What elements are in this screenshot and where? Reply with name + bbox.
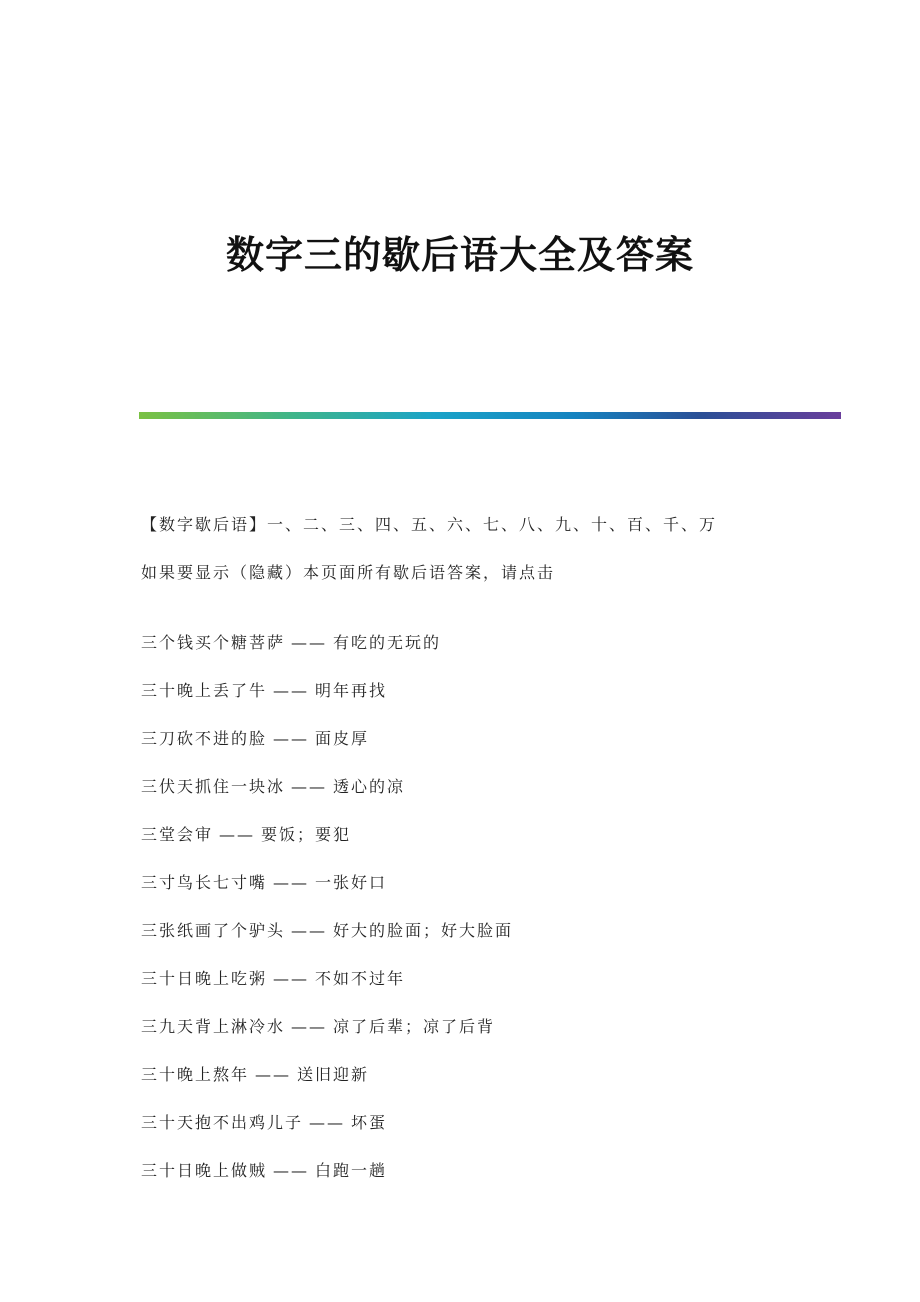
answer-text: 面皮厚 [315, 729, 370, 748]
list-item [141, 724, 841, 754]
answer-text: 明年再找 [315, 681, 388, 700]
answer-text: 白跑一趟 [315, 1161, 388, 1180]
list-item [141, 1012, 841, 1042]
list-item [141, 820, 841, 850]
answer-text: 透心的凉 [333, 777, 406, 796]
list-item [141, 916, 841, 946]
separator: —— [309, 1113, 346, 1132]
answer-text: 凉了后辈；凉了后背 [333, 1017, 496, 1036]
intro-toggle-hint: 如果要显示（隐藏）本页面所有歇后语答案，请点击 [141, 563, 556, 582]
riddle-text: 三伏天抓住一块冰 [141, 777, 286, 796]
list-item [141, 1156, 841, 1186]
separator: —— [273, 1161, 310, 1180]
separator: —— [273, 873, 310, 892]
separator: —— [273, 681, 310, 700]
list-item [141, 1060, 841, 1090]
separator: —— [219, 825, 256, 844]
riddle-text: 三张纸画了个驴头 [141, 921, 286, 940]
separator: —— [255, 1065, 292, 1084]
riddle-text: 三寸鸟长七寸嘴 [141, 873, 268, 892]
riddle-text: 三十日晚上吃粥 [141, 969, 268, 988]
answer-text: 送旧迎新 [297, 1065, 370, 1084]
separator: —— [291, 1017, 328, 1036]
separator: —— [291, 921, 328, 940]
riddle-text: 三堂会审 [141, 825, 214, 844]
answer-text: 一张好口 [315, 873, 388, 892]
document-body [141, 510, 841, 1204]
list-item [141, 1108, 841, 1138]
riddle-text: 三个钱买个糖菩萨 [141, 633, 286, 652]
answer-text: 坏蛋 [351, 1113, 388, 1132]
gradient-divider [139, 412, 841, 419]
answer-text: 要饭；要犯 [261, 825, 352, 844]
page-title: 数字三的歇后语大全及答案 [225, 232, 694, 277]
separator: —— [291, 633, 328, 652]
riddle-text: 三九天背上淋冷水 [141, 1017, 286, 1036]
answer-text: 有吃的无玩的 [333, 633, 442, 652]
riddle-text: 三十天抱不出鸡儿子 [141, 1113, 304, 1132]
list-item [141, 676, 841, 706]
list-item [141, 628, 841, 658]
intro-categories: 【数字歇后语】一、二、三、四、五、六、七、八、九、十、百、千、万 [141, 515, 718, 534]
list-item [141, 964, 841, 994]
riddle-text: 三刀砍不进的脸 [141, 729, 268, 748]
riddle-text: 三十日晚上做贼 [141, 1161, 268, 1180]
riddle-text: 三十晚上丢了牛 [141, 681, 268, 700]
separator: —— [273, 969, 310, 988]
answer-text: 不如不过年 [315, 969, 406, 988]
list-item [141, 868, 841, 898]
separator: —— [273, 729, 310, 748]
separator: —— [291, 777, 328, 796]
answer-text: 好大的脸面；好大脸面 [333, 921, 514, 940]
list-item [141, 772, 841, 802]
riddle-text: 三十晚上熬年 [141, 1065, 250, 1084]
